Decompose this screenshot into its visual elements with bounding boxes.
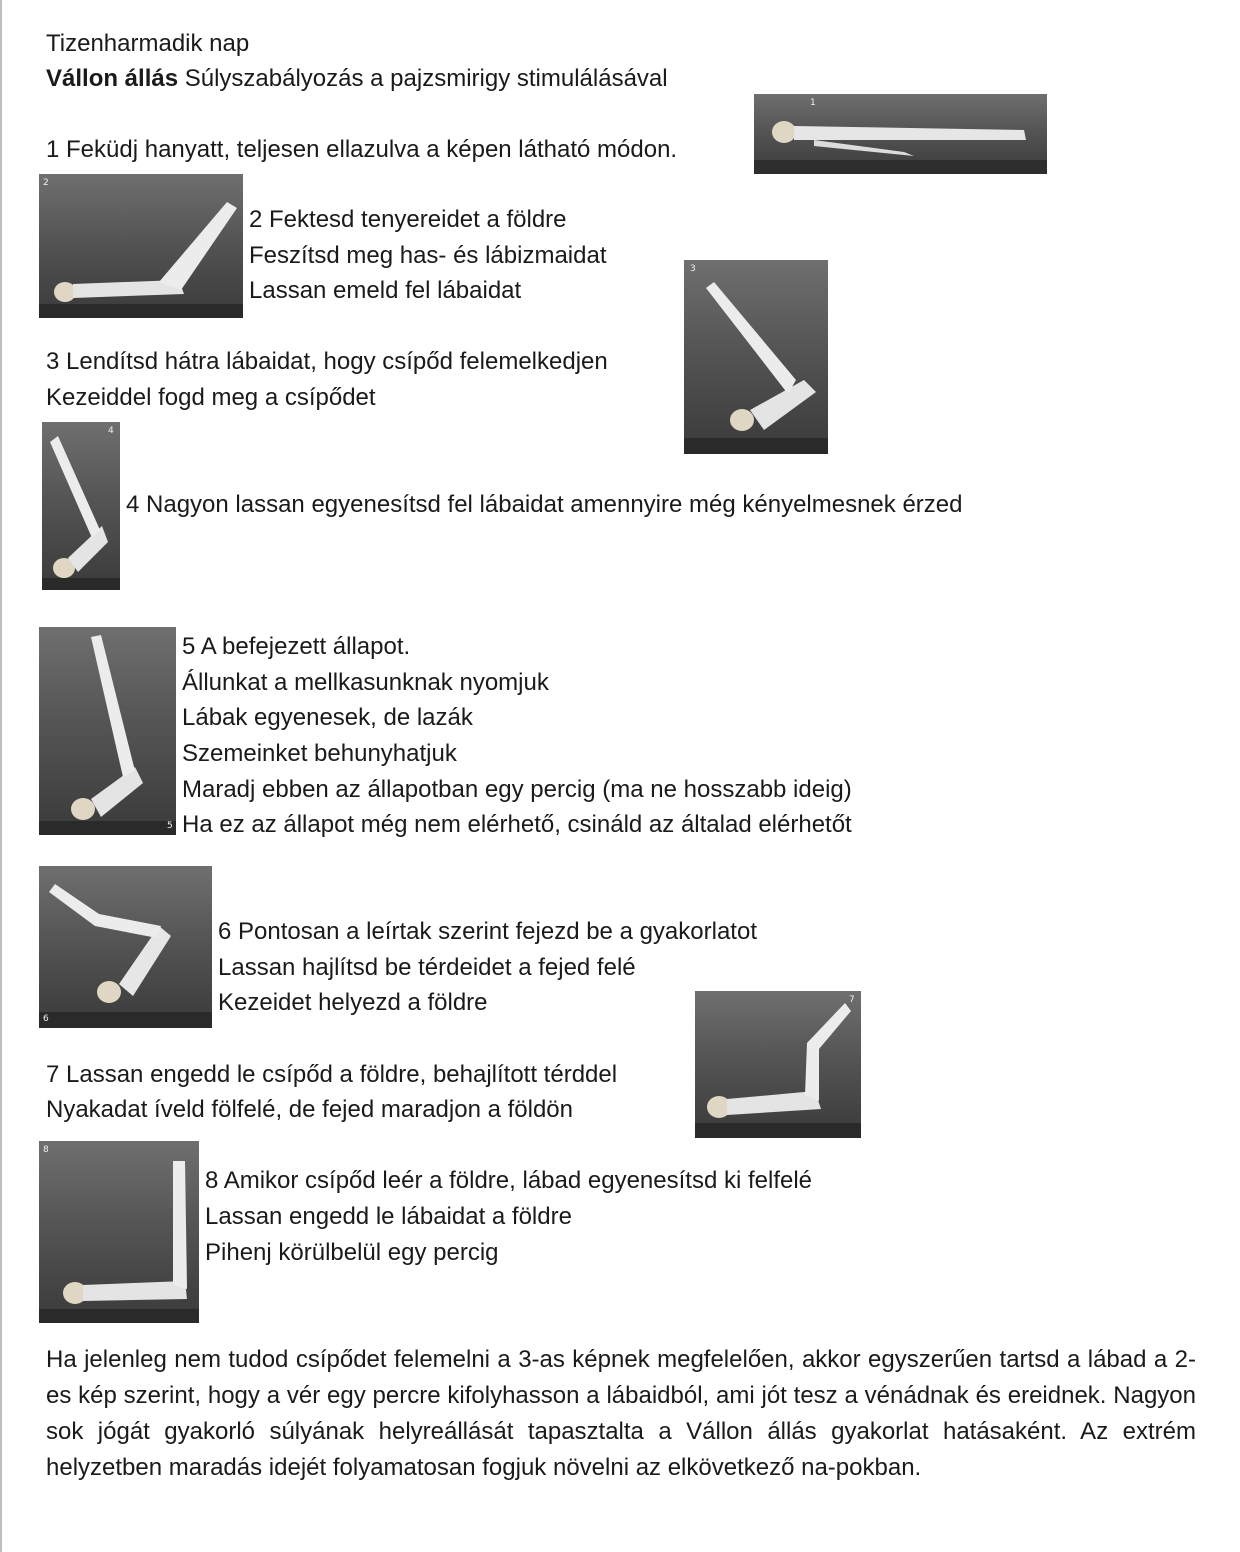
step-5-line-5: Maradj ebben az állapotban egy percig (ma ne hosszabb ideig) (182, 776, 852, 803)
step-7-photo (695, 991, 861, 1138)
step-3-line-2: Kezeiddel fogd meg a csípődet (46, 384, 376, 411)
step-7-line-1: 7 Lassan engedd le csípőd a földre, behajlított térddel (46, 1061, 618, 1088)
step-5-line-4: Szemeinket behunyhatjuk (182, 740, 457, 767)
step-6-line-3: Kezeidet helyezd a földre (218, 989, 488, 1016)
step-4-line-1: 4 Nagyon lassan egyenesítsd fel lábaidat amennyire még kényelmesnek érzed (126, 491, 963, 518)
day-title: Tizenharmadik nap (46, 30, 250, 57)
step-8-photo-number: 8 (43, 1145, 49, 1155)
step-8-line-3: Pihenj körülbelül egy percig (205, 1239, 499, 1266)
step-3-photo (684, 260, 828, 454)
step-8-photo (39, 1141, 199, 1323)
step-5-line-2: Állunkat a mellkasunknak nyomjuk (182, 669, 549, 696)
step-1-line-1: 1 Feküdj hanyatt, teljesen ellazulva a képen látható módon. (46, 136, 678, 163)
step-7-line-2: Nyakadat íveld fölfelé, de fejed maradjon a földön (46, 1096, 574, 1123)
pose-subtitle: Súlyszabályozás a pajzsmirigy stimulálásával (184, 65, 668, 92)
step-5-photo (39, 627, 176, 835)
step-3-photo-number: 3 (690, 264, 696, 274)
step-6-photo (39, 866, 212, 1028)
pose-name: Vállon állás (46, 65, 179, 92)
step-6-line-2: Lassan hajlítsd be térdeidet a fejed felé (218, 954, 636, 981)
step-1-photo-number: 1 (810, 98, 816, 108)
step-2-line-2: Feszítsd meg has- és lábizmaidat (249, 242, 607, 269)
step-1-photo (754, 94, 1047, 174)
half-shoulderstand-illustration (42, 422, 120, 590)
step-4-photo-number: 4 (108, 426, 114, 436)
hips-lifted-illustration (684, 260, 828, 454)
step-8-line-1: 8 Amikor csípőd leér a földre, lábad egyenesítsd ki felfelé (205, 1167, 813, 1194)
step-2-line-3: Lassan emeld fel lábaidat (249, 277, 522, 304)
step-2-photo (39, 174, 243, 318)
step-5-line-6: Ha ez az állapot még nem elérhető, csináld az általad elérhetőt (182, 811, 852, 838)
step-5-line-3: Lábak egyenesek, de lazák (182, 704, 473, 731)
page-left-edge (0, 0, 2, 1552)
step-5-line-1: 5 A befejezett állapot. (182, 633, 411, 660)
step-3-line-1: 3 Lendítsd hátra lábaidat, hogy csípőd felemelkedjen (46, 348, 608, 375)
step-2-line-1: 2 Fektesd tenyereidet a földre (249, 206, 567, 233)
pose-heading (46, 61, 668, 97)
step-4-photo (42, 422, 120, 590)
legs-raised-illustration (39, 174, 243, 318)
step-6-photo-number: 6 (43, 1014, 49, 1024)
step-2-photo-number: 2 (43, 178, 49, 188)
lowering-hips-illustration (695, 991, 861, 1138)
closing-paragraph: Ha jelenleg nem tudod csípődet felemelni a 3-as képnek megfelelően, akkor egyszerűen tartsd a lábad a 2-es kép szerint, hogy a vér egy percre kifolyhasson a lábaidból, ami jót tesz a vénádnak és ereidnek. Nagyon sok jógát gyakorló súlyának helyreállását tapasztalta a Vállon állás gyakorlat hatásaként. Az extrém helyzetben maradás idejét folyamatosan fogjuk növelni az elkövetkező na-pokban. (46, 1346, 1196, 1481)
lying-figure-illustration (754, 94, 1047, 174)
full-shoulderstand-illustration (39, 627, 176, 835)
knees-bent-illustration (39, 866, 212, 1028)
step-8-line-2: Lassan engedd le lábaidat a földre (205, 1203, 572, 1230)
legs-up-lying-illustration (39, 1141, 199, 1323)
step-5-photo-number: 5 (167, 821, 173, 831)
step-6-line-1: 6 Pontosan a leírtak szerint fejezd be a gyakorlatot (218, 918, 757, 945)
step-7-photo-number: 7 (849, 995, 855, 1005)
